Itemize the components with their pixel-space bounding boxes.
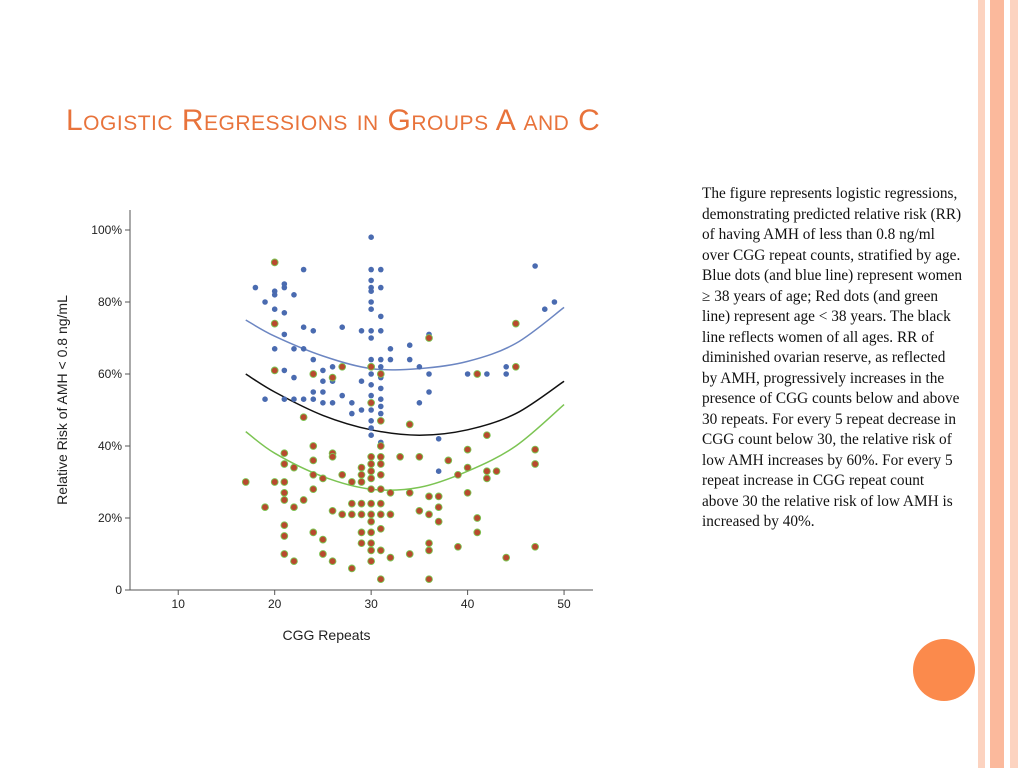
- data-point-blue: [436, 436, 442, 442]
- data-point-red: [483, 468, 490, 475]
- data-point-red: [348, 565, 355, 572]
- data-point-red: [339, 363, 346, 370]
- data-point-red: [281, 533, 288, 540]
- data-point-blue: [552, 299, 558, 305]
- data-point-red: [320, 536, 327, 543]
- data-point-red: [377, 371, 384, 378]
- data-point-red: [503, 554, 510, 561]
- data-point-red: [358, 529, 365, 536]
- data-point-red: [358, 540, 365, 547]
- data-point-red: [455, 471, 462, 478]
- data-point-red: [474, 515, 481, 522]
- data-point-red: [348, 500, 355, 507]
- data-point-red: [377, 471, 384, 478]
- data-point-blue: [465, 371, 471, 377]
- y-tick-label: 0: [115, 583, 122, 597]
- scatter-chart: [50, 200, 610, 660]
- data-point-red: [368, 486, 375, 493]
- data-point-red: [368, 540, 375, 547]
- data-point-red: [532, 461, 539, 468]
- data-point-red: [368, 500, 375, 507]
- data-point-red: [474, 371, 481, 378]
- data-point-red: [348, 511, 355, 518]
- data-point-blue: [484, 371, 490, 377]
- data-point-blue: [310, 396, 316, 402]
- data-point-red: [397, 453, 404, 460]
- data-point-red: [368, 363, 375, 370]
- data-point-blue: [407, 342, 413, 348]
- data-point-red: [464, 489, 471, 496]
- data-point-red: [281, 479, 288, 486]
- data-point-blue: [253, 285, 259, 291]
- data-point-red: [358, 479, 365, 486]
- data-point-blue: [388, 346, 394, 352]
- data-point-blue: [262, 299, 268, 305]
- data-point-blue: [368, 357, 374, 363]
- data-point-blue: [378, 314, 384, 320]
- data-point-red: [435, 504, 442, 511]
- x-tick-label: 20: [268, 597, 282, 611]
- data-point-red: [368, 518, 375, 525]
- y-tick-label: 20%: [97, 511, 122, 525]
- data-point-red: [532, 446, 539, 453]
- data-point-blue: [368, 306, 374, 312]
- data-point-blue: [310, 389, 316, 395]
- data-point-red: [426, 511, 433, 518]
- data-point-red: [377, 576, 384, 583]
- data-point-red: [329, 374, 336, 381]
- data-point-blue: [368, 328, 374, 334]
- data-point-blue: [310, 328, 316, 334]
- data-point-blue: [339, 393, 345, 399]
- data-point-blue: [339, 324, 345, 330]
- data-point-blue: [320, 400, 326, 406]
- data-point-blue: [388, 357, 394, 363]
- data-point-red: [271, 367, 278, 374]
- black-fit-line: [246, 374, 564, 435]
- data-point-blue: [542, 306, 548, 312]
- data-point-red: [368, 529, 375, 536]
- data-point-blue: [301, 267, 307, 273]
- data-point-red: [377, 500, 384, 507]
- data-point-red: [368, 468, 375, 475]
- data-point-red: [320, 551, 327, 558]
- data-point-red: [358, 500, 365, 507]
- data-point-blue: [291, 292, 297, 298]
- data-point-blue: [282, 285, 288, 291]
- data-point-blue: [320, 378, 326, 384]
- data-point-blue: [320, 368, 326, 374]
- data-point-red: [387, 489, 394, 496]
- data-point-blue: [368, 371, 374, 377]
- green-fit-line: [246, 405, 564, 491]
- x-tick-label: 10: [171, 597, 185, 611]
- data-point-blue: [291, 375, 297, 381]
- y-tick-label: 60%: [97, 367, 122, 381]
- data-point-red: [300, 414, 307, 421]
- data-point-red: [271, 479, 278, 486]
- data-point-blue: [378, 285, 384, 291]
- data-point-red: [281, 461, 288, 468]
- data-point-blue: [368, 432, 374, 438]
- data-point-red: [271, 259, 278, 266]
- data-point-blue: [368, 382, 374, 388]
- data-point-blue: [301, 396, 307, 402]
- data-point-blue: [272, 292, 278, 298]
- data-point-red: [435, 493, 442, 500]
- data-point-blue: [301, 324, 307, 330]
- data-point-red: [310, 457, 317, 464]
- data-point-blue: [282, 310, 288, 316]
- data-point-red: [377, 486, 384, 493]
- data-point-red: [426, 493, 433, 500]
- data-point-red: [368, 558, 375, 565]
- data-point-blue: [378, 404, 384, 410]
- x-tick-label: 40: [460, 597, 475, 611]
- data-point-blue: [503, 364, 509, 370]
- data-point-blue: [436, 468, 442, 474]
- data-point-blue: [378, 386, 384, 392]
- data-point-blue: [368, 299, 374, 305]
- data-point-blue: [291, 346, 297, 352]
- data-point-red: [416, 453, 423, 460]
- data-point-red: [281, 489, 288, 496]
- decorative-circle: [913, 639, 975, 701]
- data-point-blue: [282, 332, 288, 338]
- data-point-red: [348, 479, 355, 486]
- data-point-red: [435, 518, 442, 525]
- data-point-blue: [378, 267, 384, 273]
- data-point-blue: [368, 278, 374, 284]
- data-point-red: [368, 453, 375, 460]
- data-point-blue: [368, 234, 374, 240]
- data-point-red: [426, 335, 433, 342]
- data-point-red: [445, 457, 452, 464]
- data-point-blue: [407, 357, 413, 363]
- data-point-red: [310, 471, 317, 478]
- data-point-red: [426, 540, 433, 547]
- data-point-red: [358, 471, 365, 478]
- data-point-blue: [368, 335, 374, 341]
- data-point-blue: [349, 400, 355, 406]
- data-point-red: [406, 489, 413, 496]
- blue-fit-line: [246, 307, 564, 369]
- data-point-red: [464, 464, 471, 471]
- data-point-red: [368, 547, 375, 554]
- y-axis-label: Relative Risk of AMH < 0.8 ng/mL: [54, 295, 70, 505]
- data-point-red: [426, 547, 433, 554]
- data-point-red: [377, 417, 384, 424]
- data-point-blue: [378, 411, 384, 417]
- stripe-2: [990, 0, 1004, 768]
- data-point-red: [329, 558, 336, 565]
- stripe-3: [1010, 0, 1018, 768]
- data-point-red: [464, 446, 471, 453]
- data-point-blue: [330, 364, 336, 370]
- data-point-blue: [359, 378, 365, 384]
- data-point-blue: [368, 418, 374, 424]
- data-point-blue: [417, 400, 423, 406]
- data-point-red: [310, 371, 317, 378]
- data-point-blue: [378, 357, 384, 363]
- data-point-blue: [378, 364, 384, 370]
- stripe-1: [978, 0, 985, 768]
- data-point-red: [358, 511, 365, 518]
- data-point-blue: [272, 346, 278, 352]
- data-point-red: [329, 507, 336, 514]
- data-point-red: [300, 497, 307, 504]
- data-point-blue: [368, 267, 374, 273]
- x-tick-label: 50: [557, 597, 571, 611]
- data-point-blue: [378, 328, 384, 334]
- data-point-blue: [301, 346, 307, 352]
- data-point-blue: [426, 389, 432, 395]
- data-point-red: [310, 443, 317, 450]
- data-point-red: [455, 543, 462, 550]
- data-point-red: [512, 320, 519, 327]
- data-point-blue: [359, 407, 365, 413]
- data-point-blue: [272, 306, 278, 312]
- data-point-red: [281, 450, 288, 457]
- data-point-red: [310, 486, 317, 493]
- data-point-red: [368, 475, 375, 482]
- y-tick-label: 100%: [91, 223, 122, 237]
- data-point-red: [406, 421, 413, 428]
- decorative-stripes: [978, 0, 1024, 768]
- data-point-blue: [349, 411, 355, 417]
- x-axis-label: CGG Repeats: [282, 627, 371, 643]
- data-point-red: [368, 461, 375, 468]
- data-point-red: [387, 511, 394, 518]
- data-point-blue: [310, 357, 316, 363]
- data-point-red: [474, 529, 481, 536]
- data-point-red: [358, 464, 365, 471]
- data-point-red: [291, 558, 298, 565]
- data-point-blue: [503, 371, 509, 377]
- data-point-red: [387, 554, 394, 561]
- data-point-blue: [359, 328, 365, 334]
- data-point-red: [242, 479, 249, 486]
- data-point-blue: [368, 393, 374, 399]
- data-point-red: [377, 511, 384, 518]
- data-point-red: [310, 529, 317, 536]
- data-point-red: [377, 525, 384, 532]
- slide-title: Logistic Regressions in Groups A and C: [66, 104, 601, 137]
- data-point-blue: [532, 263, 538, 269]
- data-point-red: [416, 507, 423, 514]
- data-point-red: [493, 468, 500, 475]
- data-point-blue: [291, 396, 297, 402]
- data-point-red: [281, 522, 288, 529]
- data-point-red: [368, 399, 375, 406]
- data-point-red: [377, 443, 384, 450]
- data-point-red: [339, 511, 346, 518]
- data-point-blue: [262, 396, 268, 402]
- data-point-red: [377, 461, 384, 468]
- data-point-red: [281, 551, 288, 558]
- data-point-blue: [330, 400, 336, 406]
- data-point-blue: [368, 425, 374, 431]
- data-point-red: [291, 504, 298, 511]
- y-tick-label: 40%: [97, 439, 122, 453]
- data-point-red: [483, 432, 490, 439]
- data-point-red: [339, 471, 346, 478]
- data-point-red: [291, 464, 298, 471]
- data-point-red: [281, 497, 288, 504]
- data-point-blue: [368, 288, 374, 294]
- data-point-red: [483, 475, 490, 482]
- y-tick-label: 80%: [97, 295, 122, 309]
- data-point-blue: [282, 396, 288, 402]
- data-point-red: [262, 504, 269, 511]
- data-point-red: [320, 475, 327, 482]
- x-tick-label: 30: [364, 597, 378, 611]
- data-point-red: [406, 551, 413, 558]
- data-point-red: [377, 453, 384, 460]
- figure-caption: The figure represents logistic regressions, demonstrating predicted relative risk (RR) of having AMH of less than 0.8 ng/ml over CGG repeat counts, stratified by age. Blue dots (and blue line) represent women ≥ 38 years of age; Red dots (and green line) represent age < 38 years. The black line reflects women of all ages. RR of diminished ovarian reserve, as reflected by AMH, progressively increases in the presence of CGG counts below and above 30 repeats. For every 5 repeat decrease in CGG count below 30, the relative risk of low AMH increases by 60%. For every 5 repeat increase in CGG repeat count above 30 the relative risk of low AMH is increased by 40%.: [702, 185, 962, 530]
- data-point-red: [368, 511, 375, 518]
- data-point-red: [329, 453, 336, 460]
- data-point-red: [532, 543, 539, 550]
- data-point-blue: [282, 368, 288, 374]
- data-point-red: [512, 363, 519, 370]
- data-point-red: [271, 320, 278, 327]
- data-point-blue: [320, 389, 326, 395]
- data-point-red: [377, 547, 384, 554]
- data-point-blue: [368, 407, 374, 413]
- data-point-blue: [378, 396, 384, 402]
- data-point-red: [426, 576, 433, 583]
- data-point-blue: [417, 364, 423, 370]
- data-point-blue: [426, 371, 432, 377]
